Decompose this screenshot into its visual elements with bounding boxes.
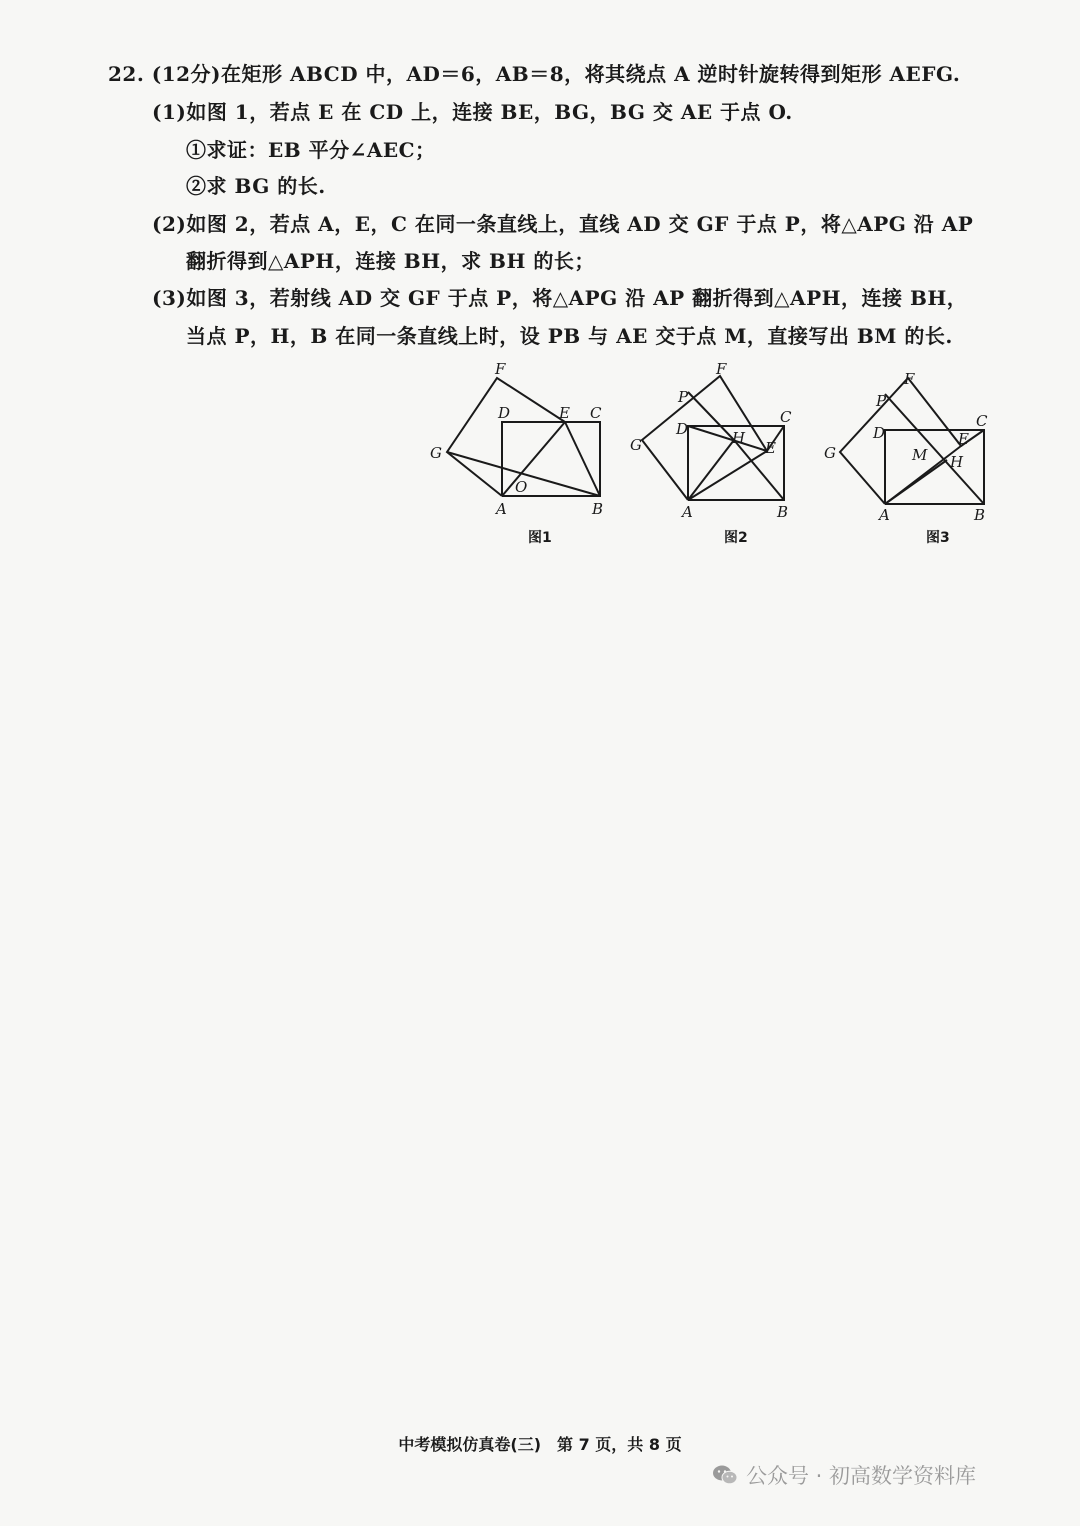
fig2-caption: 图2 <box>724 530 748 546</box>
fig2-label-p: P <box>678 388 689 406</box>
fig3-caption: 图3 <box>926 530 950 546</box>
wechat-icon <box>712 1464 738 1486</box>
fig1-label-e: E <box>559 404 570 422</box>
watermark-text: 公众号 · 初高数学资料库 <box>746 1464 977 1488</box>
part-1-sub-1: ①求证：EB 平分∠AEC； <box>186 138 436 162</box>
fig2-segment-ah <box>688 440 734 500</box>
fig2-label-h: H <box>732 429 746 447</box>
fig1-label-c: C <box>590 404 602 422</box>
fig1-label-f: F <box>495 360 506 378</box>
part-2-cont: 翻折得到△APH，连接 BH，求 BH 的长； <box>186 249 595 273</box>
fig2-label-g: G <box>630 436 642 454</box>
part-3-cont: 当点 P，H，B 在同一条直线上时，设 PB 与 AE 交于点 M，直接写出 BM 的长. <box>186 324 953 348</box>
fig3-label-e: E <box>958 430 969 448</box>
figures-svg <box>420 360 1020 560</box>
fig3-label-d: D <box>873 424 886 442</box>
fig3-label-a: A <box>879 506 890 524</box>
fig2-label-f: F <box>716 360 727 378</box>
fig3-segment-ah <box>885 460 947 504</box>
fig3-label-c: C <box>976 412 988 430</box>
page-footer: 中考模拟仿真卷(三) 第 7 页，共 8 页 <box>398 1435 682 1454</box>
fig3-label-p: P <box>876 392 887 410</box>
fig2-label-e: E <box>765 439 776 457</box>
fig1-label-d: D <box>498 404 511 422</box>
fig2-label-b: B <box>777 503 789 521</box>
part-1: (1)如图 1，若点 E 在 CD 上，连接 BE，BG，BG 交 AE 于点 O. <box>152 100 793 124</box>
fig1-segment-be <box>565 422 600 496</box>
fig1-rectangle-aefg <box>447 378 565 496</box>
fig3-label-b: B <box>974 506 986 524</box>
problem-statement: 22. (12分)在矩形 ABCD 中，AD＝6，AB＝8，将其绕点 A 逆时针旋转得到矩形 AEFG. <box>108 62 961 86</box>
fig3-label-f: F <box>904 370 915 388</box>
figure-2 <box>642 376 784 500</box>
fig1-label-o: O <box>515 478 528 496</box>
fig3-label-m: M <box>912 446 928 464</box>
fig2-label-a: A <box>682 503 693 521</box>
fig2-rectangle-aefg <box>642 376 767 500</box>
fig3-rectangle-aefg <box>840 378 961 504</box>
part-2: (2)如图 2，若点 A，E，C 在同一条直线上，直线 AD 交 GF 于点 P，将△APG 沿 AP <box>152 212 974 236</box>
fig1-label-g: G <box>430 444 442 462</box>
fig1-label-a: A <box>496 500 507 518</box>
watermark <box>712 1460 976 1490</box>
part-3: (3)如图 3，若射线 AD 交 GF 于点 P，将△APG 沿 AP 翻折得到△APH，连接 BH， <box>152 286 968 310</box>
fig1-label-b: B <box>592 500 604 518</box>
fig2-label-d: D <box>676 420 689 438</box>
fig3-label-h: H <box>950 453 964 471</box>
fig2-label-c: C <box>780 408 792 426</box>
part-1-sub-2: ②求 BG 的长. <box>186 174 326 198</box>
fig1-caption: 图1 <box>528 530 552 546</box>
fig3-label-g: G <box>824 444 836 462</box>
figures-area <box>420 360 1020 560</box>
